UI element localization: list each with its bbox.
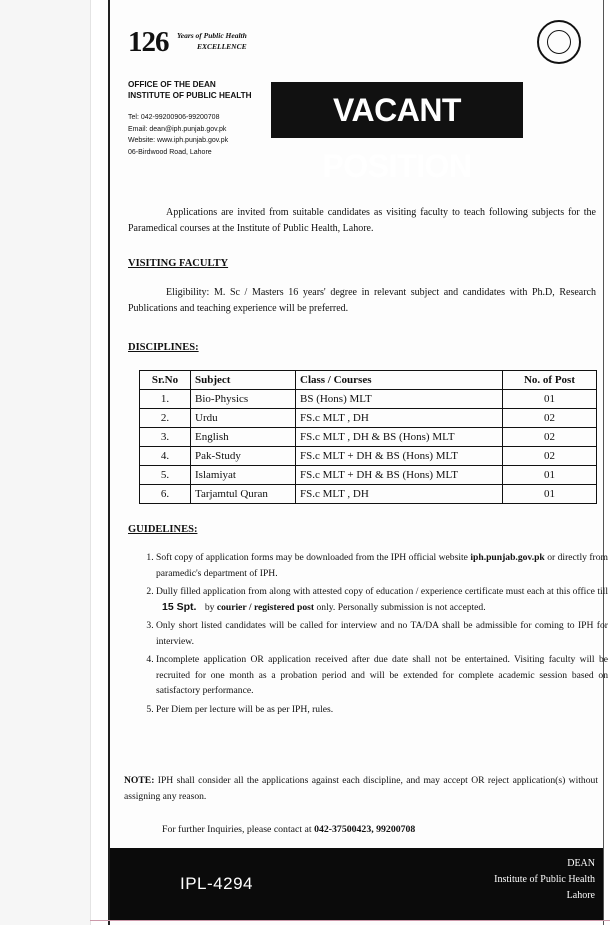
website: Website: www.iph.punjab.gov.pk <box>128 137 229 144</box>
cell-sr-no: 1. <box>140 390 191 409</box>
email: Email: dean@iph.punjab.gov.pk <box>128 125 227 133</box>
col-class-courses: Class / Courses <box>296 371 503 390</box>
intro-paragraph: Applications are invited from suitable candidates as visiting faculty to teach following subjects for the Paramedical courses at the Institute of Public Health, Lahore. <box>128 207 596 234</box>
anniversary-logo-caption <box>177 30 247 52</box>
submission-mode: courier / registered post <box>216 601 315 613</box>
guideline-2-by: by <box>204 601 215 613</box>
table-row <box>140 447 597 466</box>
inquiries-phones: 042-37500423, 99200708 <box>314 824 416 835</box>
col-sr-no: Sr.No <box>140 371 191 390</box>
footer-bar <box>110 848 603 920</box>
cell-subject: Tarjamtul Quran <box>191 485 296 504</box>
cell-courses: FS.c MLT , DH & BS (Hons) MLT <box>296 428 503 447</box>
contact-info <box>128 112 228 158</box>
table-row <box>140 466 597 485</box>
cell-posts: 02 <box>503 447 597 466</box>
guideline-item: 3. Only short listed candidates will be called for interview and no TA/DA shall be admissible for coming to IPH for interview. <box>156 618 608 649</box>
note-text: IPH shall consider all the applications against each discipline, and may accept OR reject application(s) without assigning any reason. <box>124 775 598 802</box>
disciplines-table <box>139 370 597 504</box>
cell-sr-no: 4. <box>140 447 191 466</box>
university-seal-icon <box>537 20 581 64</box>
address: 06-Birdwood Road, Lahore <box>128 148 212 156</box>
inquiries-line <box>162 824 415 835</box>
guideline-item: 5. Per Diem per lecture will be as per IPH, rules. <box>156 702 608 718</box>
office-line-1: OFFICE OF THE DEAN <box>128 80 216 89</box>
guideline-item <box>156 584 608 615</box>
eligibility-paragraph: Eligibility: M. Sc / Masters 16 years' degree in relevant subject and candidates with Ph.D, Research Publications and teaching experience will be preferred. <box>128 287 596 314</box>
newspaper-advertisement <box>108 0 609 925</box>
anniversary-caption-line2: EXCELLENCE <box>197 42 247 51</box>
guideline-1-text: Soft copy of application forms may be downloaded from the IPH official website <box>156 552 468 563</box>
guideline-2-text-cont: only. Personally submission is not accepted. <box>316 601 486 613</box>
cell-subject: English <box>191 428 296 447</box>
cell-subject: Bio-Physics <box>191 390 296 409</box>
guideline-2-text: Dully filled application from along with attested copy of education / experience certificate must each at this office till <box>156 586 608 597</box>
office-name <box>128 79 252 101</box>
note-label: NOTE: <box>124 775 155 786</box>
telephone: Tel: 042-99200906-99200708 <box>128 114 220 121</box>
guidelines-heading: GUIDELINES: <box>128 524 198 535</box>
cell-posts: 01 <box>503 485 597 504</box>
bottom-divider <box>90 920 610 921</box>
cell-courses: FS.c MLT , DH <box>296 409 503 428</box>
vacant-position-banner: VACANT POSITION <box>271 82 523 138</box>
cell-posts: 01 <box>503 390 597 409</box>
table-row <box>140 390 597 409</box>
table-row <box>140 485 597 504</box>
iph-website-link[interactable]: iph.punjab.gov.pk <box>470 552 545 563</box>
table-header-row <box>140 371 597 390</box>
cell-courses: FS.c MLT , DH <box>296 485 503 504</box>
table-row <box>140 428 597 447</box>
cell-posts: 02 <box>503 409 597 428</box>
col-no-of-post: No. of Post <box>503 371 597 390</box>
guideline-1-text-cont: or directly from paramedic's department of IPH. <box>156 552 609 579</box>
left-margin <box>0 0 91 925</box>
cell-sr-no: 5. <box>140 466 191 485</box>
note-paragraph <box>124 773 598 805</box>
cell-courses: BS (Hons) MLT <box>296 390 503 409</box>
guideline-item: 4. Incomplete application OR application received after due date shall not be entertained. Visiting faculty will be recruited for one month as a probation period and will be extended for complete academic session based on satisfactory performance. <box>156 652 608 699</box>
visiting-faculty-heading: VISITING FACULTY <box>128 258 229 269</box>
cell-sr-no: 6. <box>140 485 191 504</box>
dean-city: Lahore <box>566 890 595 901</box>
col-subject: Subject <box>191 371 296 390</box>
inquiries-text: For further Inquiries, please contact at <box>162 824 312 835</box>
anniversary-logo-number: 126 <box>128 26 169 58</box>
cell-posts: 02 <box>503 428 597 447</box>
cell-subject: Islamiyat <box>191 466 296 485</box>
cell-posts: 01 <box>503 466 597 485</box>
cell-subject: Urdu <box>191 409 296 428</box>
reference-number: IPL-4294 <box>180 874 253 893</box>
dean-signature-block <box>494 856 595 904</box>
anniversary-caption-line1: Years of Public Health <box>177 31 247 40</box>
guidelines-list <box>146 550 608 720</box>
dean-title: DEAN <box>567 858 595 869</box>
dean-institute: Institute of Public Health <box>494 874 595 885</box>
due-date: 15 Spt. <box>162 600 197 613</box>
table-row <box>140 409 597 428</box>
cell-courses: FS.c MLT + DH & BS (Hons) MLT <box>296 466 503 485</box>
disciplines-heading: DISCIPLINES: <box>128 342 199 353</box>
office-line-2: INSTITUTE OF PUBLIC HEALTH <box>128 91 252 100</box>
guideline-item <box>156 550 608 581</box>
cell-sr-no: 3. <box>140 428 191 447</box>
cell-sr-no: 2. <box>140 409 191 428</box>
cell-subject: Pak-Study <box>191 447 296 466</box>
cell-courses: FS.c MLT + DH & BS (Hons) MLT <box>296 447 503 466</box>
